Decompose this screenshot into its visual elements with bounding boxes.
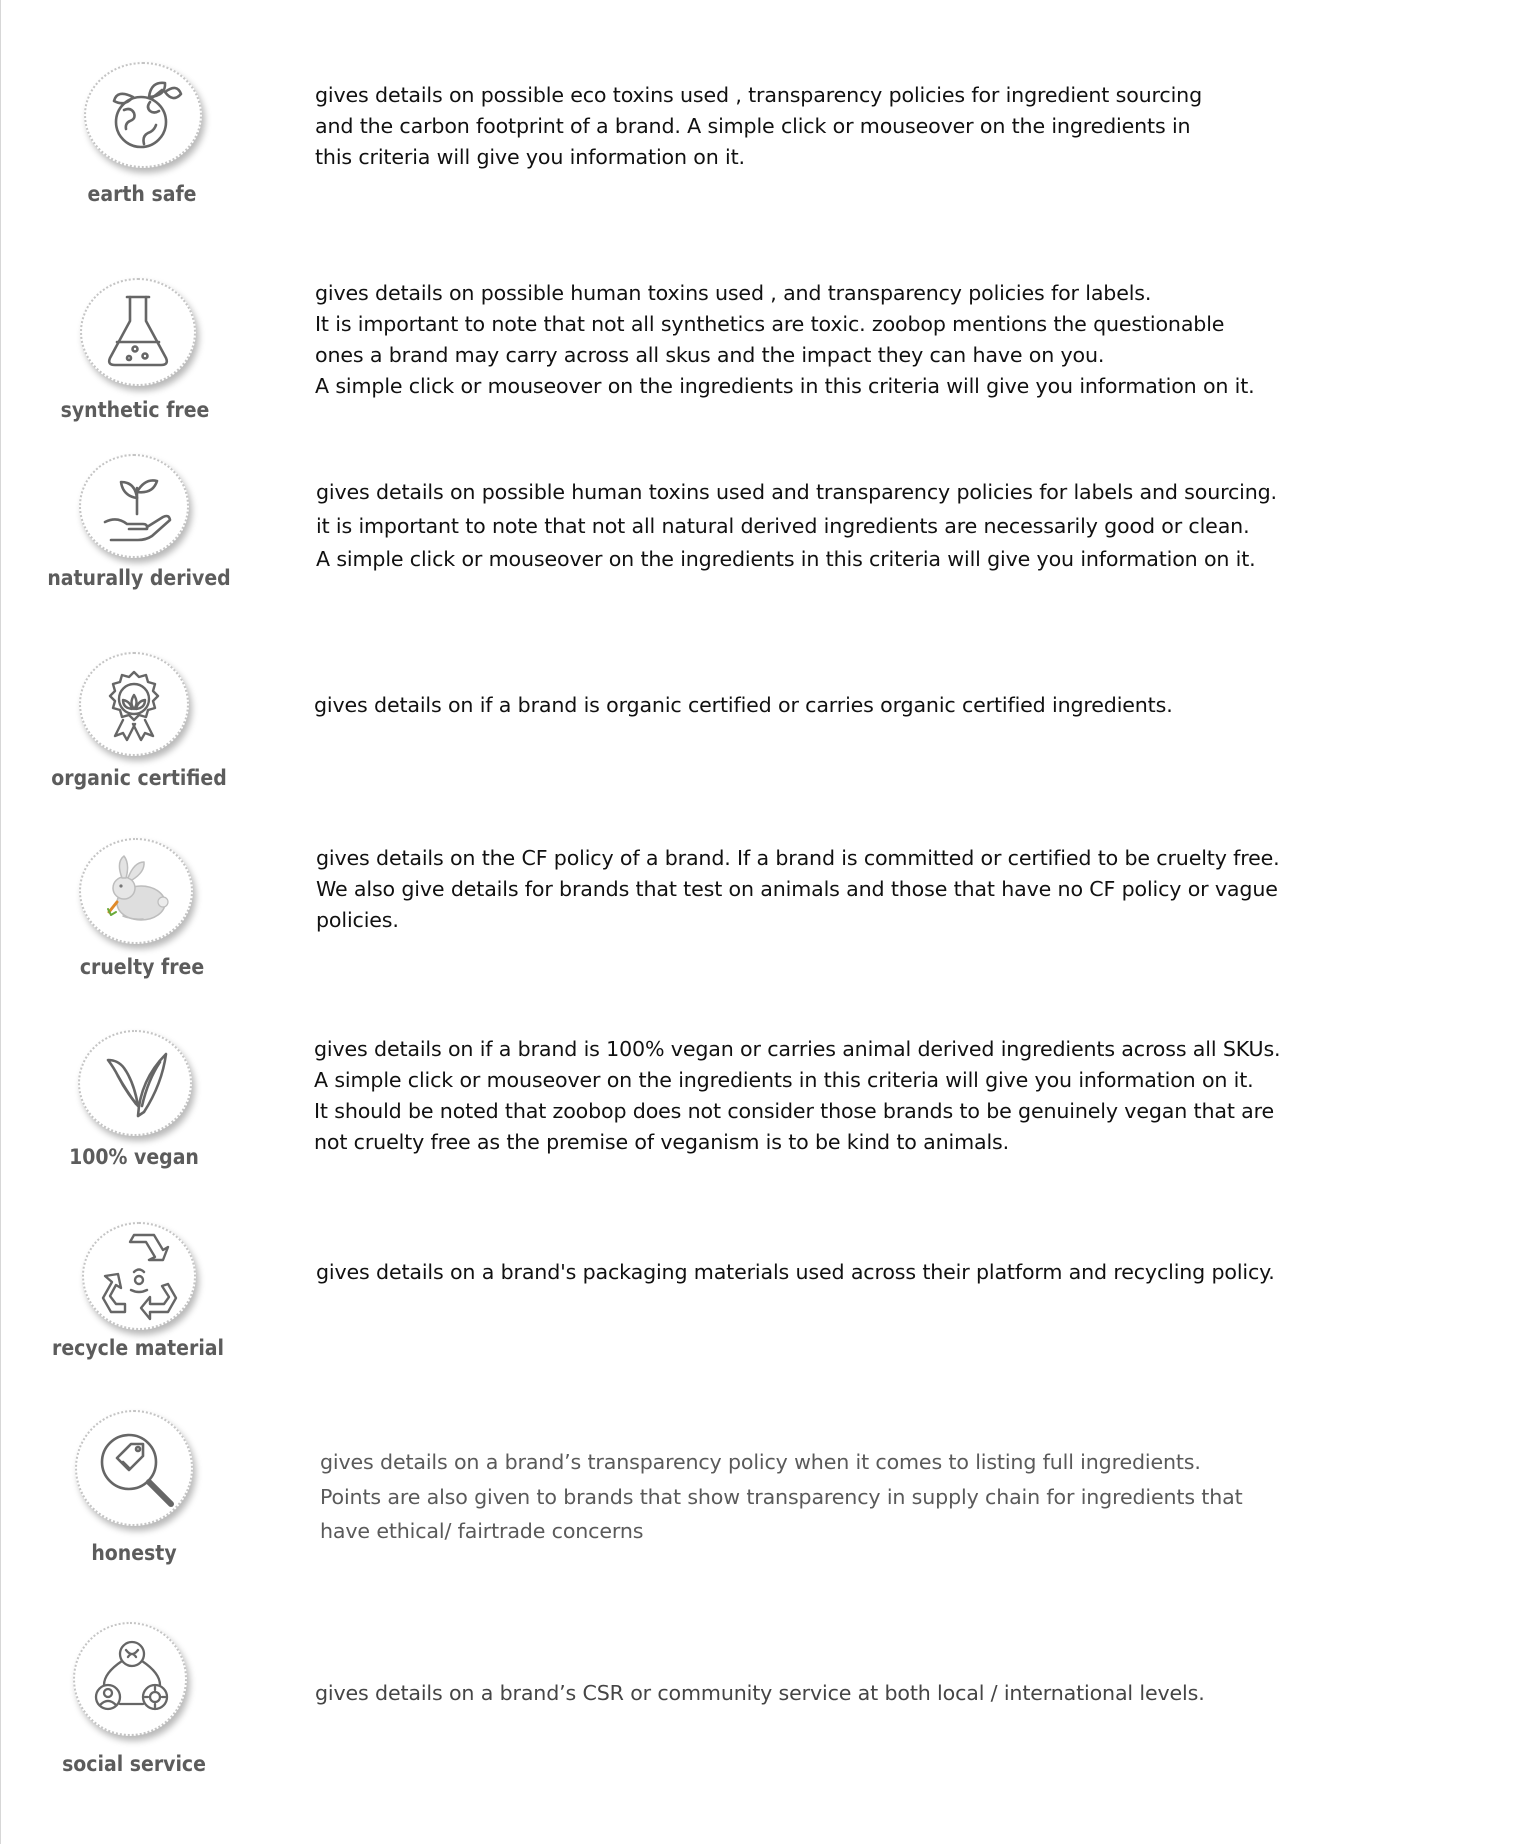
- recycle-icon: [82, 1222, 196, 1330]
- description-line: Points are also given to brands that show transparency in supply chain for ingredients that: [320, 1484, 1243, 1509]
- criterion-label: cruelty free: [79, 955, 205, 979]
- criterion-label: 100% vegan: [69, 1145, 199, 1169]
- description-line: gives details on possible human toxins used , and transparency policies for labels.: [315, 281, 1152, 305]
- description-line: It is important to note that not all synthetics are toxic. zoobop mentions the questionable: [315, 312, 1225, 336]
- description-line: it is important to note that not all natural derived ingredients are necessarily good or clean.: [316, 513, 1250, 538]
- criterion-description: [316, 1257, 1275, 1288]
- description-line: gives details on the CF policy of a brand. If a brand is committed or certified to be cruelty free.: [316, 846, 1280, 870]
- description-line: gives details on possible human toxins used and transparency policies for labels and sourcing.: [316, 480, 1277, 504]
- criterion-label: organic certified: [51, 766, 227, 790]
- flask-icon: [80, 278, 196, 386]
- description-line: this criteria will give you information on it.: [315, 145, 745, 169]
- criterion-label: recycle material: [52, 1336, 224, 1360]
- criterion-description: [315, 80, 1202, 173]
- criterion-label: honesty: [91, 1541, 177, 1565]
- description-line: gives details on a brand’s CSR or community service at both local / international levels.: [315, 1681, 1205, 1705]
- globe-leaves-icon: [84, 62, 202, 168]
- description-line: gives details on possible eco toxins used , transparency policies for ingredient sourcing: [315, 83, 1202, 107]
- criterion-description: [315, 278, 1255, 402]
- criterion-description: [316, 843, 1280, 936]
- description-line: have ethical/ fairtrade concerns: [320, 1519, 644, 1543]
- description-line: gives details on a brand's packaging materials used across their platform and recycling policy.: [316, 1260, 1275, 1284]
- rabbit-icon: [79, 838, 193, 944]
- rosette-lotus-icon: [79, 652, 189, 756]
- description-line: A simple click or mouseover on the ingredients in this criteria will give you information on it.: [315, 374, 1255, 398]
- description-line: and the carbon footprint of a brand. A simple click or mouseover on the ingredients in: [315, 114, 1191, 138]
- description-line: gives details on a brand’s transparency policy when it comes to listing full ingredients.: [320, 1450, 1201, 1474]
- description-line: ones a brand may carry across all skus and the impact they can have on you.: [315, 343, 1105, 367]
- description-line: A simple click or mouseover on the ingredients in this criteria will give you information on it.: [314, 1068, 1254, 1092]
- description-line: It should be noted that zoobop does not consider those brands to be genuinely vegan that are: [314, 1099, 1275, 1123]
- magnifier-tag-icon: [75, 1410, 193, 1526]
- description-line: gives details on if a brand is organic certified or carries organic certified ingredients.: [314, 693, 1173, 717]
- criterion-description: [316, 476, 1277, 577]
- description-line: A simple click or mouseover on the ingredients in this criteria will give you information on it.: [316, 547, 1256, 571]
- criterion-label: social service: [62, 1752, 206, 1776]
- description-line: gives details on if a brand is 100% vegan or carries animal derived ingredients across all SKUs.: [314, 1037, 1281, 1061]
- page-left-border: [0, 0, 1, 1844]
- criterion-description: [315, 1676, 1205, 1711]
- description-line: We also give details for brands that test on animals and those that have no CF policy or vague: [316, 877, 1278, 901]
- criterion-label: synthetic free: [60, 398, 210, 422]
- criterion-description: [320, 1445, 1243, 1549]
- description-line: not cruelty free as the premise of veganism is to be kind to animals.: [314, 1130, 1010, 1154]
- criterion-label: earth safe: [87, 182, 197, 206]
- criterion-description: [314, 1034, 1280, 1158]
- v-leaf-icon: [78, 1030, 192, 1136]
- hand-sprout-icon: [79, 454, 189, 558]
- criterion-label: naturally derived: [47, 566, 231, 590]
- criterion-description: [314, 690, 1173, 721]
- description-line: policies.: [316, 908, 399, 932]
- community-network-icon: [73, 1622, 187, 1736]
